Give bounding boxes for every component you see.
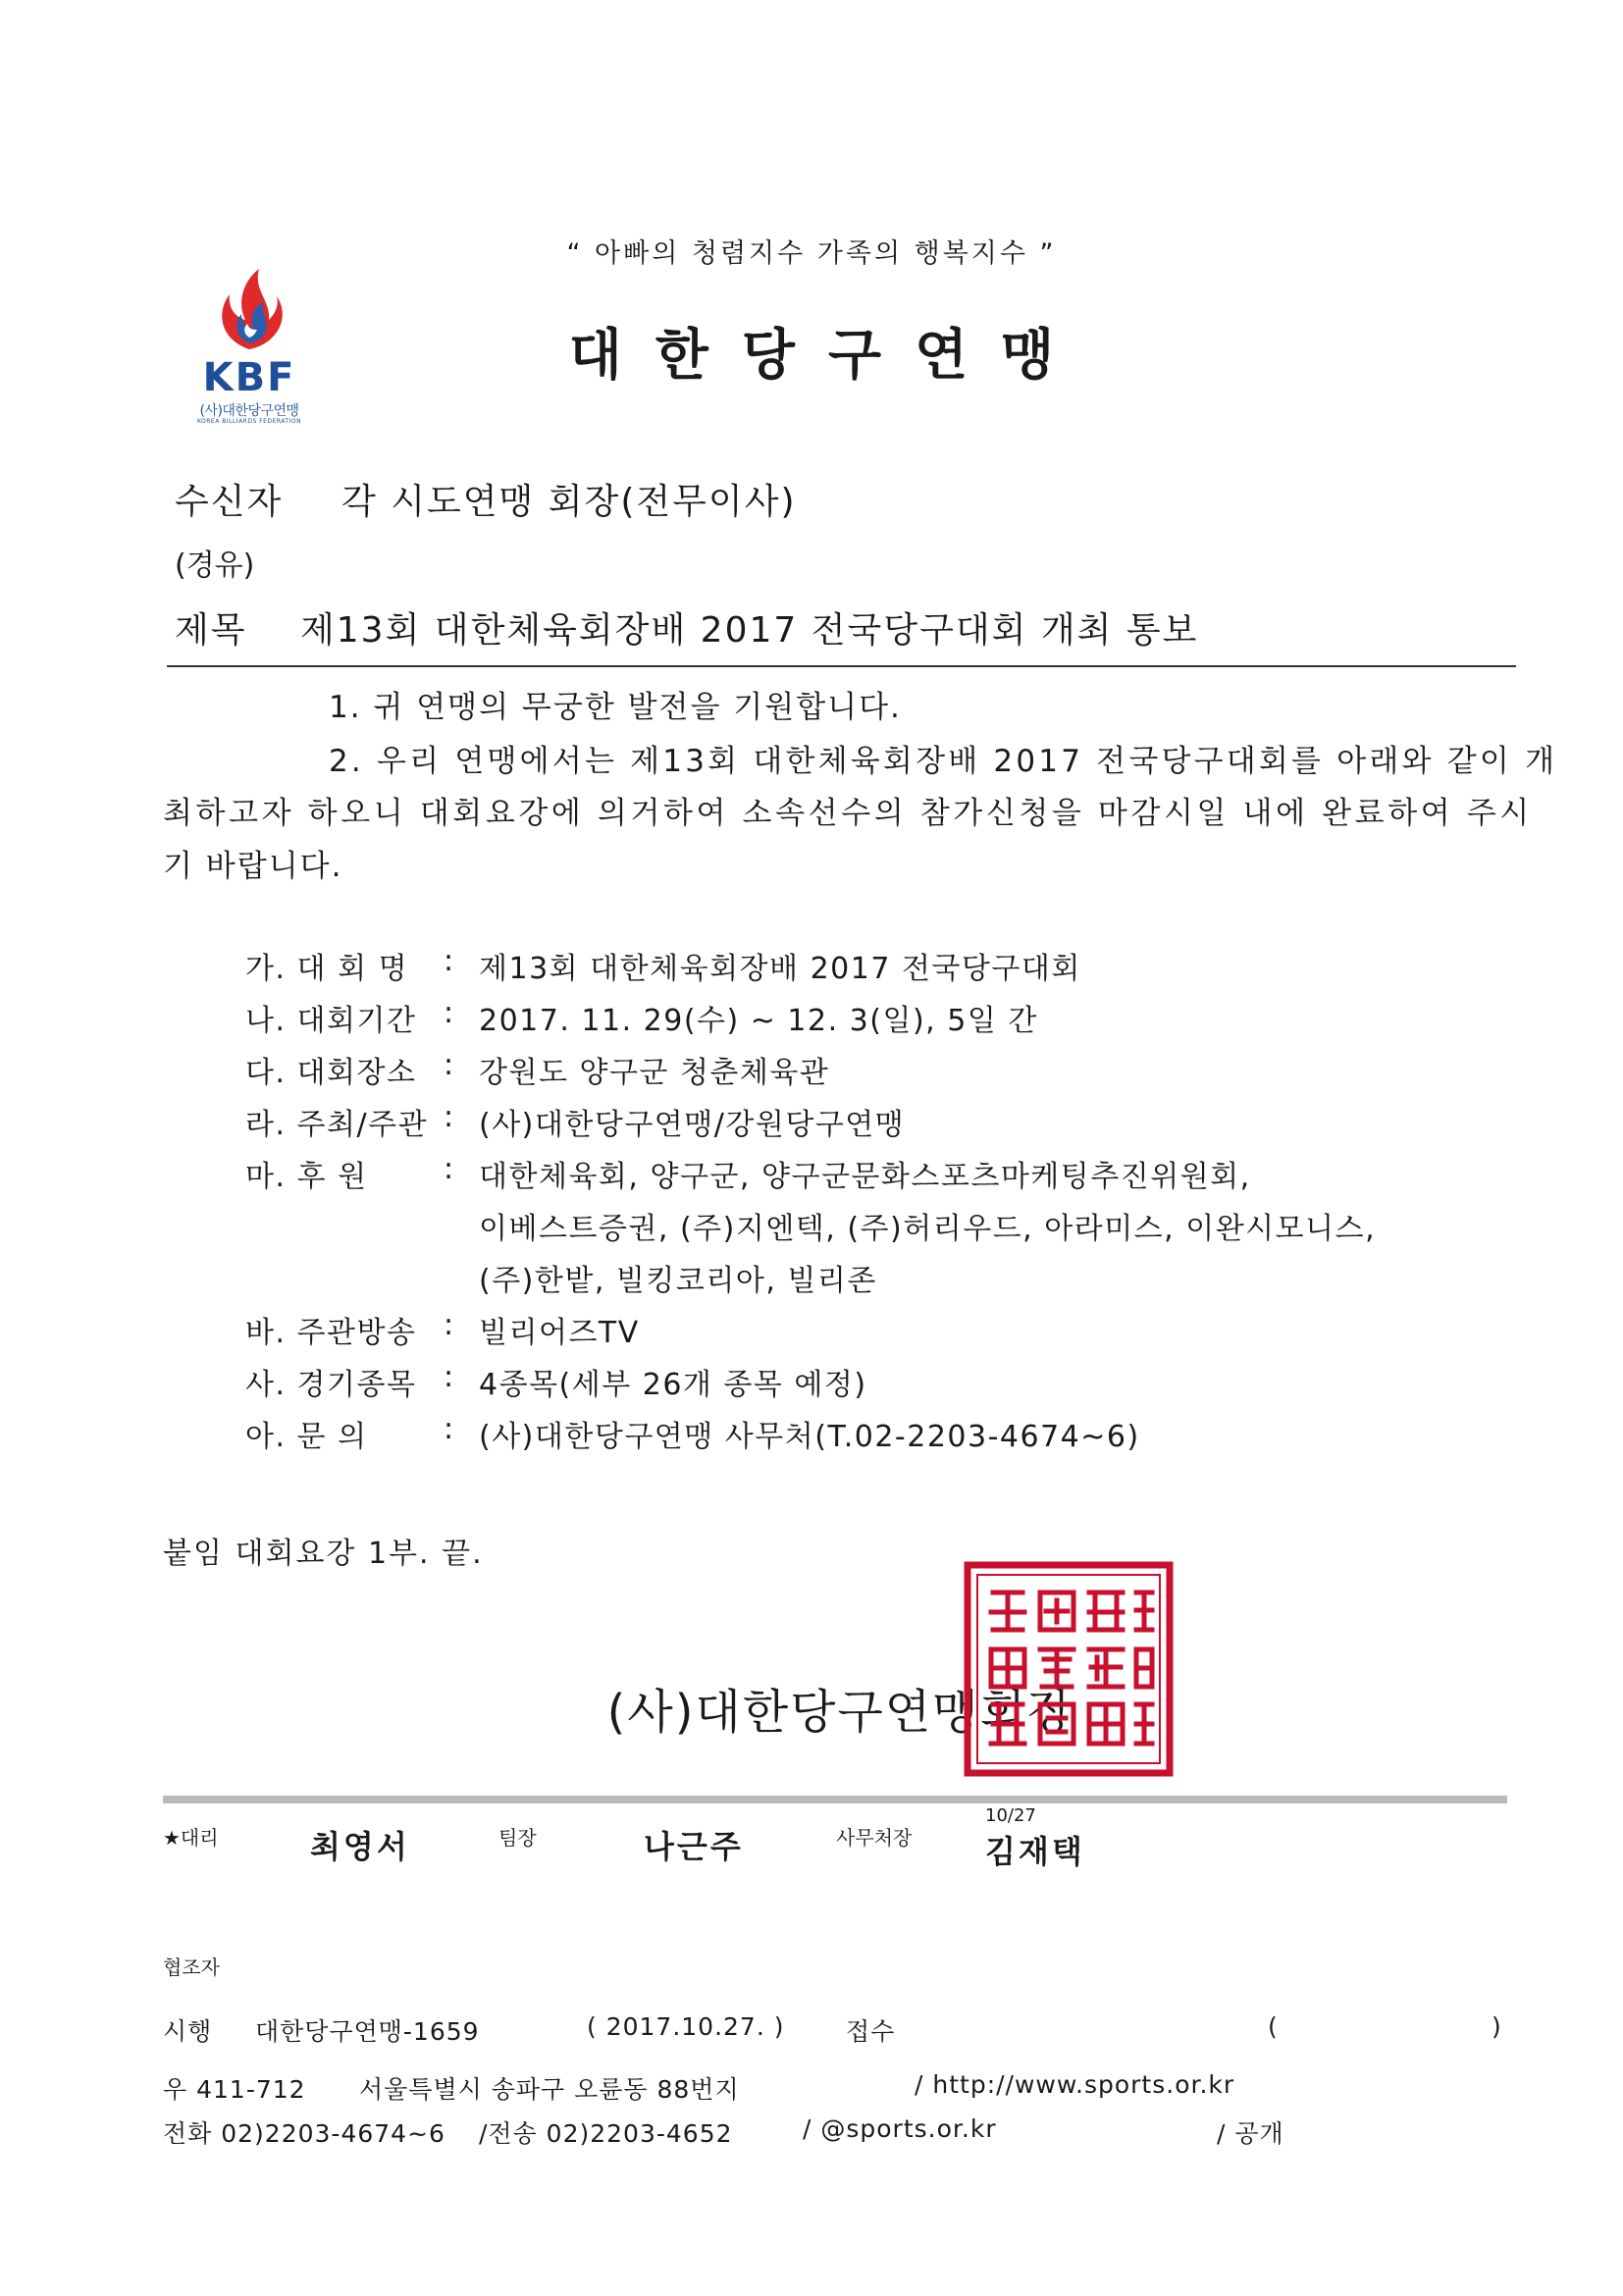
body-paragraph-2-line-1: 2. 우리 연맹에서는 제13회 대한체육회장배 2017 전국당구대회를 아래와 같이 개 xyxy=(329,744,1558,779)
receipt-open: ( xyxy=(1268,2012,1279,2041)
subject-value: 제13회 대한체육회장배 2017 전국당구대회 개최 통보 xyxy=(300,610,1199,651)
enforce-date: ( 2017.10.27. ) xyxy=(587,2012,785,2041)
detail-label: 아. 문 의 xyxy=(245,1420,368,1454)
disclosure-status: / 공개 xyxy=(1217,2119,1284,2148)
secretary-label: 사무처장 xyxy=(836,1826,913,1850)
official-seal-icon xyxy=(964,1561,1174,1777)
fax-number: /전송 02)2203-4652 xyxy=(479,2119,733,2148)
logo-subtext-en: KOREA BILLIARDS FEDERATION xyxy=(196,418,302,425)
deputy-name: 최영서 xyxy=(310,1828,410,1865)
approval-divider xyxy=(163,1796,1507,1803)
secretary-name: 김재택 xyxy=(985,1833,1085,1870)
email-address[interactable]: / @sports.or.kr xyxy=(803,2114,997,2143)
receipt-close: ) xyxy=(1492,2012,1502,2041)
recipient-value: 각 시도연맹 회장(전무이사) xyxy=(341,482,797,522)
detail-value: 강원도 양구군 청춘체육관 xyxy=(479,1056,830,1090)
detail-value: 2017. 11. 29(수) ~ 12. 3(일), 5일 간 xyxy=(479,1004,1038,1038)
attachment-note: 붙임 대회요강 1부. 끝. xyxy=(163,1537,484,1571)
header-divider xyxy=(167,665,1516,667)
body-paragraph-2-line-3: 기 바랍니다. xyxy=(163,849,343,884)
detail-label: 라. 주최/주관 xyxy=(245,1108,429,1142)
body-paragraph-2-line-2: 최하고자 하오니 대회요강에 의거하여 소속선수의 참가신청을 마감시일 내에 완료하여 주시 xyxy=(163,796,1533,831)
phone-number: 전화 02)2203-4674~6 xyxy=(163,2119,445,2148)
detail-value: 대한체육회, 양구군, 양구군문화스포츠마케팅추진위원회, xyxy=(479,1160,1251,1194)
subject-label: 제목 xyxy=(175,610,247,651)
logo-text: KBF xyxy=(202,355,296,400)
detail-colon: : xyxy=(444,1152,455,1186)
detail-label: 바. 주관방송 xyxy=(245,1316,417,1350)
detail-label: 마. 후 원 xyxy=(245,1160,368,1194)
detail-value: 이베스트증권, (주)지엔텍, (주)허리우드, 아라미스, 이완시모니스, xyxy=(479,1212,1377,1246)
address: 서울특별시 송파구 오륜동 88번지 xyxy=(359,2075,740,2104)
team-lead-label: 팀장 xyxy=(498,1826,537,1850)
secretary-date: 10/27 xyxy=(985,1805,1036,1826)
detail-colon: : xyxy=(444,1048,455,1082)
enforce-number: 대한당구연맹-1659 xyxy=(255,2017,480,2046)
postal-code: 우 411-712 xyxy=(163,2075,306,2104)
detail-label: 사. 경기종목 xyxy=(245,1368,417,1402)
slogan: “ 아빠의 청렴지수 가족의 행복지수 ” xyxy=(566,238,1057,269)
detail-value: (주)한밭, 빌킹코리아, 빌리존 xyxy=(479,1264,877,1298)
receipt-label: 접수 xyxy=(846,2017,896,2046)
detail-value: (사)대한당구연맹/강원당구연맹 xyxy=(479,1108,906,1142)
detail-colon: : xyxy=(444,1360,455,1394)
org-title: 대한당구연맹 xyxy=(568,324,1088,388)
detail-colon: : xyxy=(444,1100,455,1134)
deputy-label: ★대리 xyxy=(163,1826,219,1850)
detail-value: 빌리어즈TV xyxy=(479,1316,640,1350)
detail-value: (사)대한당구연맹 사무처(T.02-2203-4674~6) xyxy=(479,1420,1140,1454)
via-label: (경유) xyxy=(175,548,255,583)
team-lead-name: 나근주 xyxy=(644,1828,744,1865)
body-paragraph-1: 1. 귀 연맹의 무궁한 발전을 기원합니다. xyxy=(329,690,902,725)
detail-colon: : xyxy=(444,1308,455,1342)
recipient-label: 수신자 xyxy=(175,482,284,522)
detail-colon: : xyxy=(444,1412,455,1446)
detail-colon: : xyxy=(444,996,455,1030)
enforce-label: 시행 xyxy=(163,2017,213,2046)
detail-label: 나. 대회기간 xyxy=(245,1004,417,1038)
sender-name: (사)대한당구연맹회장 xyxy=(606,1685,1075,1740)
detail-value: 4종목(세부 26개 종목 예정) xyxy=(479,1368,867,1402)
detail-label: 가. 대 회 명 xyxy=(245,952,409,986)
detail-label: 다. 대회장소 xyxy=(245,1056,417,1090)
logo-subtext: (사)대한당구연맹 xyxy=(199,403,299,419)
detail-value: 제13회 대한체육회장배 2017 전국당구대회 xyxy=(479,952,1081,986)
detail-colon: : xyxy=(444,944,455,978)
website-link[interactable]: / http://www.sports.or.kr xyxy=(915,2070,1235,2099)
cooperator-label: 협조자 xyxy=(163,1956,220,1979)
